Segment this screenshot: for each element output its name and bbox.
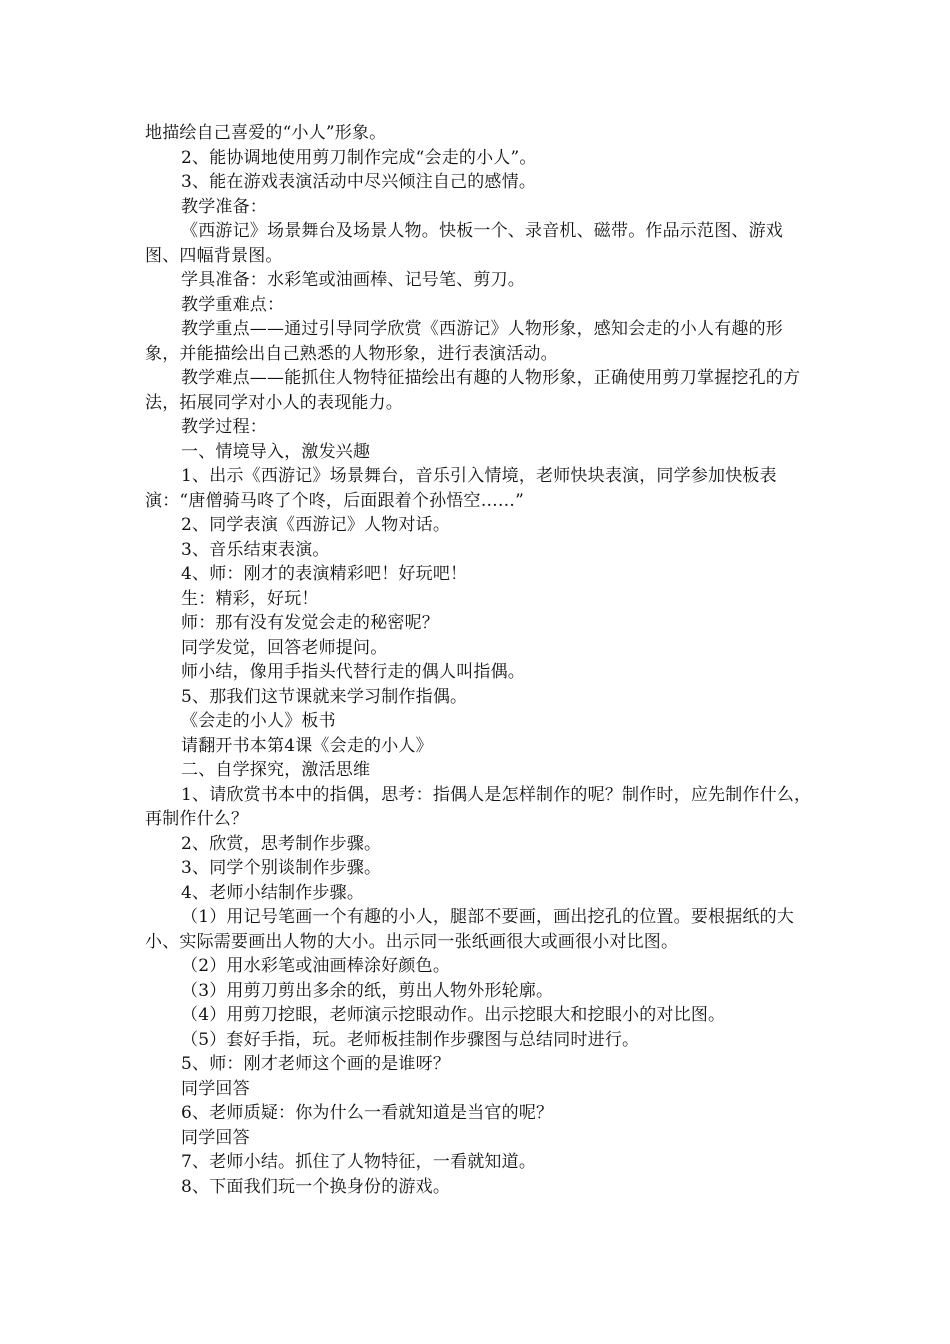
paragraph: 教学重点——通过引导同学欣赏《西游记》人物形象，感知会走的小人有趣的形象，并能描绘出自己熟悉的人物形象，进行表演活动。: [145, 319, 783, 364]
paragraph: 2、能协调地使用剪刀制作完成“会走的小人”。: [181, 147, 537, 168]
paragraph: 《西游记》场景舞台及场景人物。快板一个、录音机、磁带。作品示范图、游戏图、四幅背景图。: [145, 221, 783, 266]
paragraph: 2、同学表演《西游记》人物对话。: [181, 515, 451, 535]
paragraph: 5、那我们这节课就来学习制作指偶。: [181, 686, 468, 707]
paragraph: （2）用水彩笔或油画棒涂好颜色。: [181, 956, 451, 976]
paragraph: 4、老师小结制作步骤。: [181, 882, 365, 903]
paragraph: 5、师：刚才老师这个画的是谁呀？: [181, 1054, 451, 1074]
paragraph: 6、老师质疑：你为什么一看就知道是当官的呢？: [181, 1103, 554, 1123]
paragraph: 同学发觉，回答老师提问。: [181, 637, 388, 658]
paragraph: 同学回答: [181, 1078, 250, 1099]
paragraph: 师小结，像用手指头代替行走的偶人叫指偶。: [181, 662, 525, 682]
paragraph: 同学回答: [181, 1127, 250, 1148]
paragraph: （3）用剪刀剪出多余的纸，剪出人物外形轮廓。: [181, 980, 554, 1001]
paragraph: 1、请欣赏书本中的指偶，思考：指偶人是怎样制作的呢？制作时，应先制作什么，再制作什么？: [145, 784, 812, 829]
paragraph: 学具准备：水彩笔或油画棒、记号笔、剪刀。: [181, 270, 525, 290]
paragraph: （1）用记号笔画一个有趣的小人，腿部不要画，画出挖孔的位置。要根据纸的大小、实际需要画出人物的大小。出示同一张纸画很大或画很小对比图。: [145, 907, 795, 952]
paragraph: 二、自学探究，激活思维: [181, 760, 371, 780]
paragraph: 一、情境导入，激发兴趣: [181, 441, 371, 462]
paragraph: （4）用剪刀挖眼，老师演示挖眼动作。出示挖眼大和挖眼小的对比图。: [181, 1005, 726, 1025]
paragraph: 师：那有没有发觉会走的秘密呢？: [181, 613, 439, 633]
paragraph: 8、下面我们玩一个换身份的游戏。: [181, 1176, 451, 1197]
paragraph: （5）套好手指，玩。老师板挂制作步骤图与总结同时进行。: [181, 1029, 640, 1050]
paragraph: 生：精彩，好玩！: [181, 588, 319, 609]
paragraph: 教学过程：: [181, 417, 267, 437]
paragraph: 7、老师小结。抓住了人物特征，一看就知道。: [181, 1152, 537, 1172]
paragraph: 《会走的小人》板书: [181, 711, 336, 731]
paragraph: 4、师：刚才的表演精彩吧！好玩吧！: [181, 564, 468, 584]
paragraph: 教学重难点：: [181, 294, 285, 315]
paragraph: 教学准备：: [181, 196, 267, 217]
paragraph: 1、出示《西游记》场景舞台，音乐引入情境，老师快块表演，同学参加快板表演：“唐僧骑马咚了个咚，后面跟着个孙悟空……”: [145, 466, 777, 511]
paragraph: 3、同学个别谈制作步骤。: [181, 858, 382, 878]
paragraph: 2、欣赏，思考制作步骤。: [181, 833, 382, 854]
paragraph: 教学难点——能抓住人物特征描绘出有趣的人物形象，正确使用剪刀掌握挖孔的方法，拓展同学对小人的表现能力。: [145, 368, 801, 413]
paragraph: 地描绘自己喜爱的“小人”形象。: [145, 123, 387, 143]
paragraph: 3、能在游戏表演活动中尽兴倾注自己的感情。: [181, 172, 537, 192]
paragraph: 3、音乐结束表演。: [181, 539, 330, 560]
paragraph: 请翻开书本第4课《会走的小人》: [181, 735, 433, 756]
document-body: [145, 121, 815, 1199]
